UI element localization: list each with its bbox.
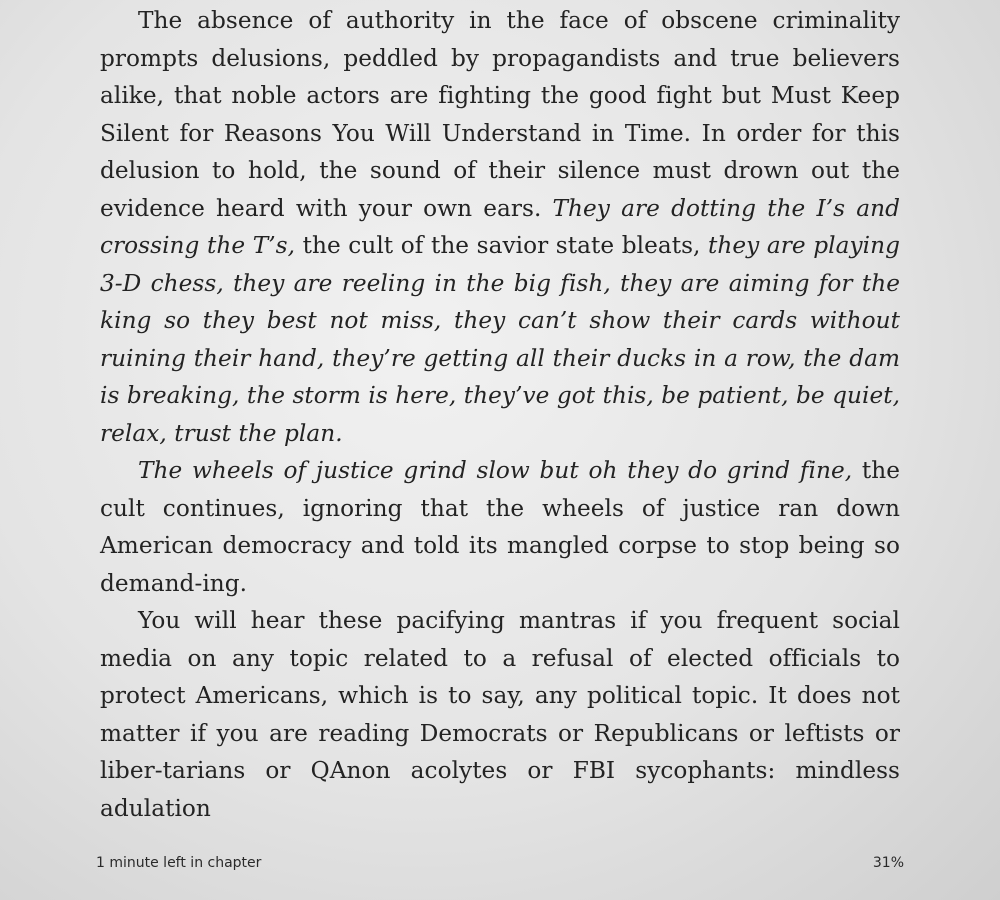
text-run: You will hear these pacifying mantras if you frequent social media on any topic related to a refusal of elected officials to protect Americans, which is to say, any political topic. It does not matter if you are reading Democrats or Republicans or leftists or liber-tarians or QAnon acolytes or FBI sycophants: mindless adulation: [100, 607, 900, 822]
italic-run: they are playing 3-D chess, they are reeling in the big fish, they are aiming for the king so they best not miss, they can’t show their cards without ruining their hand, they’re getting all their ducks in a row, the dam is breaking, the storm is here, they’ve got this, be patient, be quiet, relax, trust the plan.: [100, 232, 900, 447]
text-run: the cult continues, ignoring that the wheels of justice ran down American democracy and told its mangled corpse to stop being so demand-ing.: [100, 457, 901, 597]
italic-run: The wheels of justice grind slow but oh they do grind fine,: [138, 457, 853, 484]
italic-run: They are dotting the I’s and crossing the T’s,: [100, 194, 900, 259]
reader-footer: [96, 855, 904, 871]
paragraph: [100, 452, 900, 602]
book-progress: 31%: [872, 855, 904, 871]
paragraph: [100, 2, 900, 452]
text-run: The absence of authority in the face of obscene criminality prompts delusions, peddled by propagandists and true believers alike, that noble actors are fighting the good fight but Must Keep Silent for Reasons You Will Understand in Time. In order for this delusion to hold, the sound of their silence must drown out the evidence heard with your own ears.: [100, 7, 900, 222]
text-run: the cult of the savior state bleats,: [295, 232, 709, 259]
chapter-time-left: 1 minute left in chapter: [96, 855, 262, 871]
paragraph: [100, 602, 900, 827]
book-text: [100, 2, 900, 827]
